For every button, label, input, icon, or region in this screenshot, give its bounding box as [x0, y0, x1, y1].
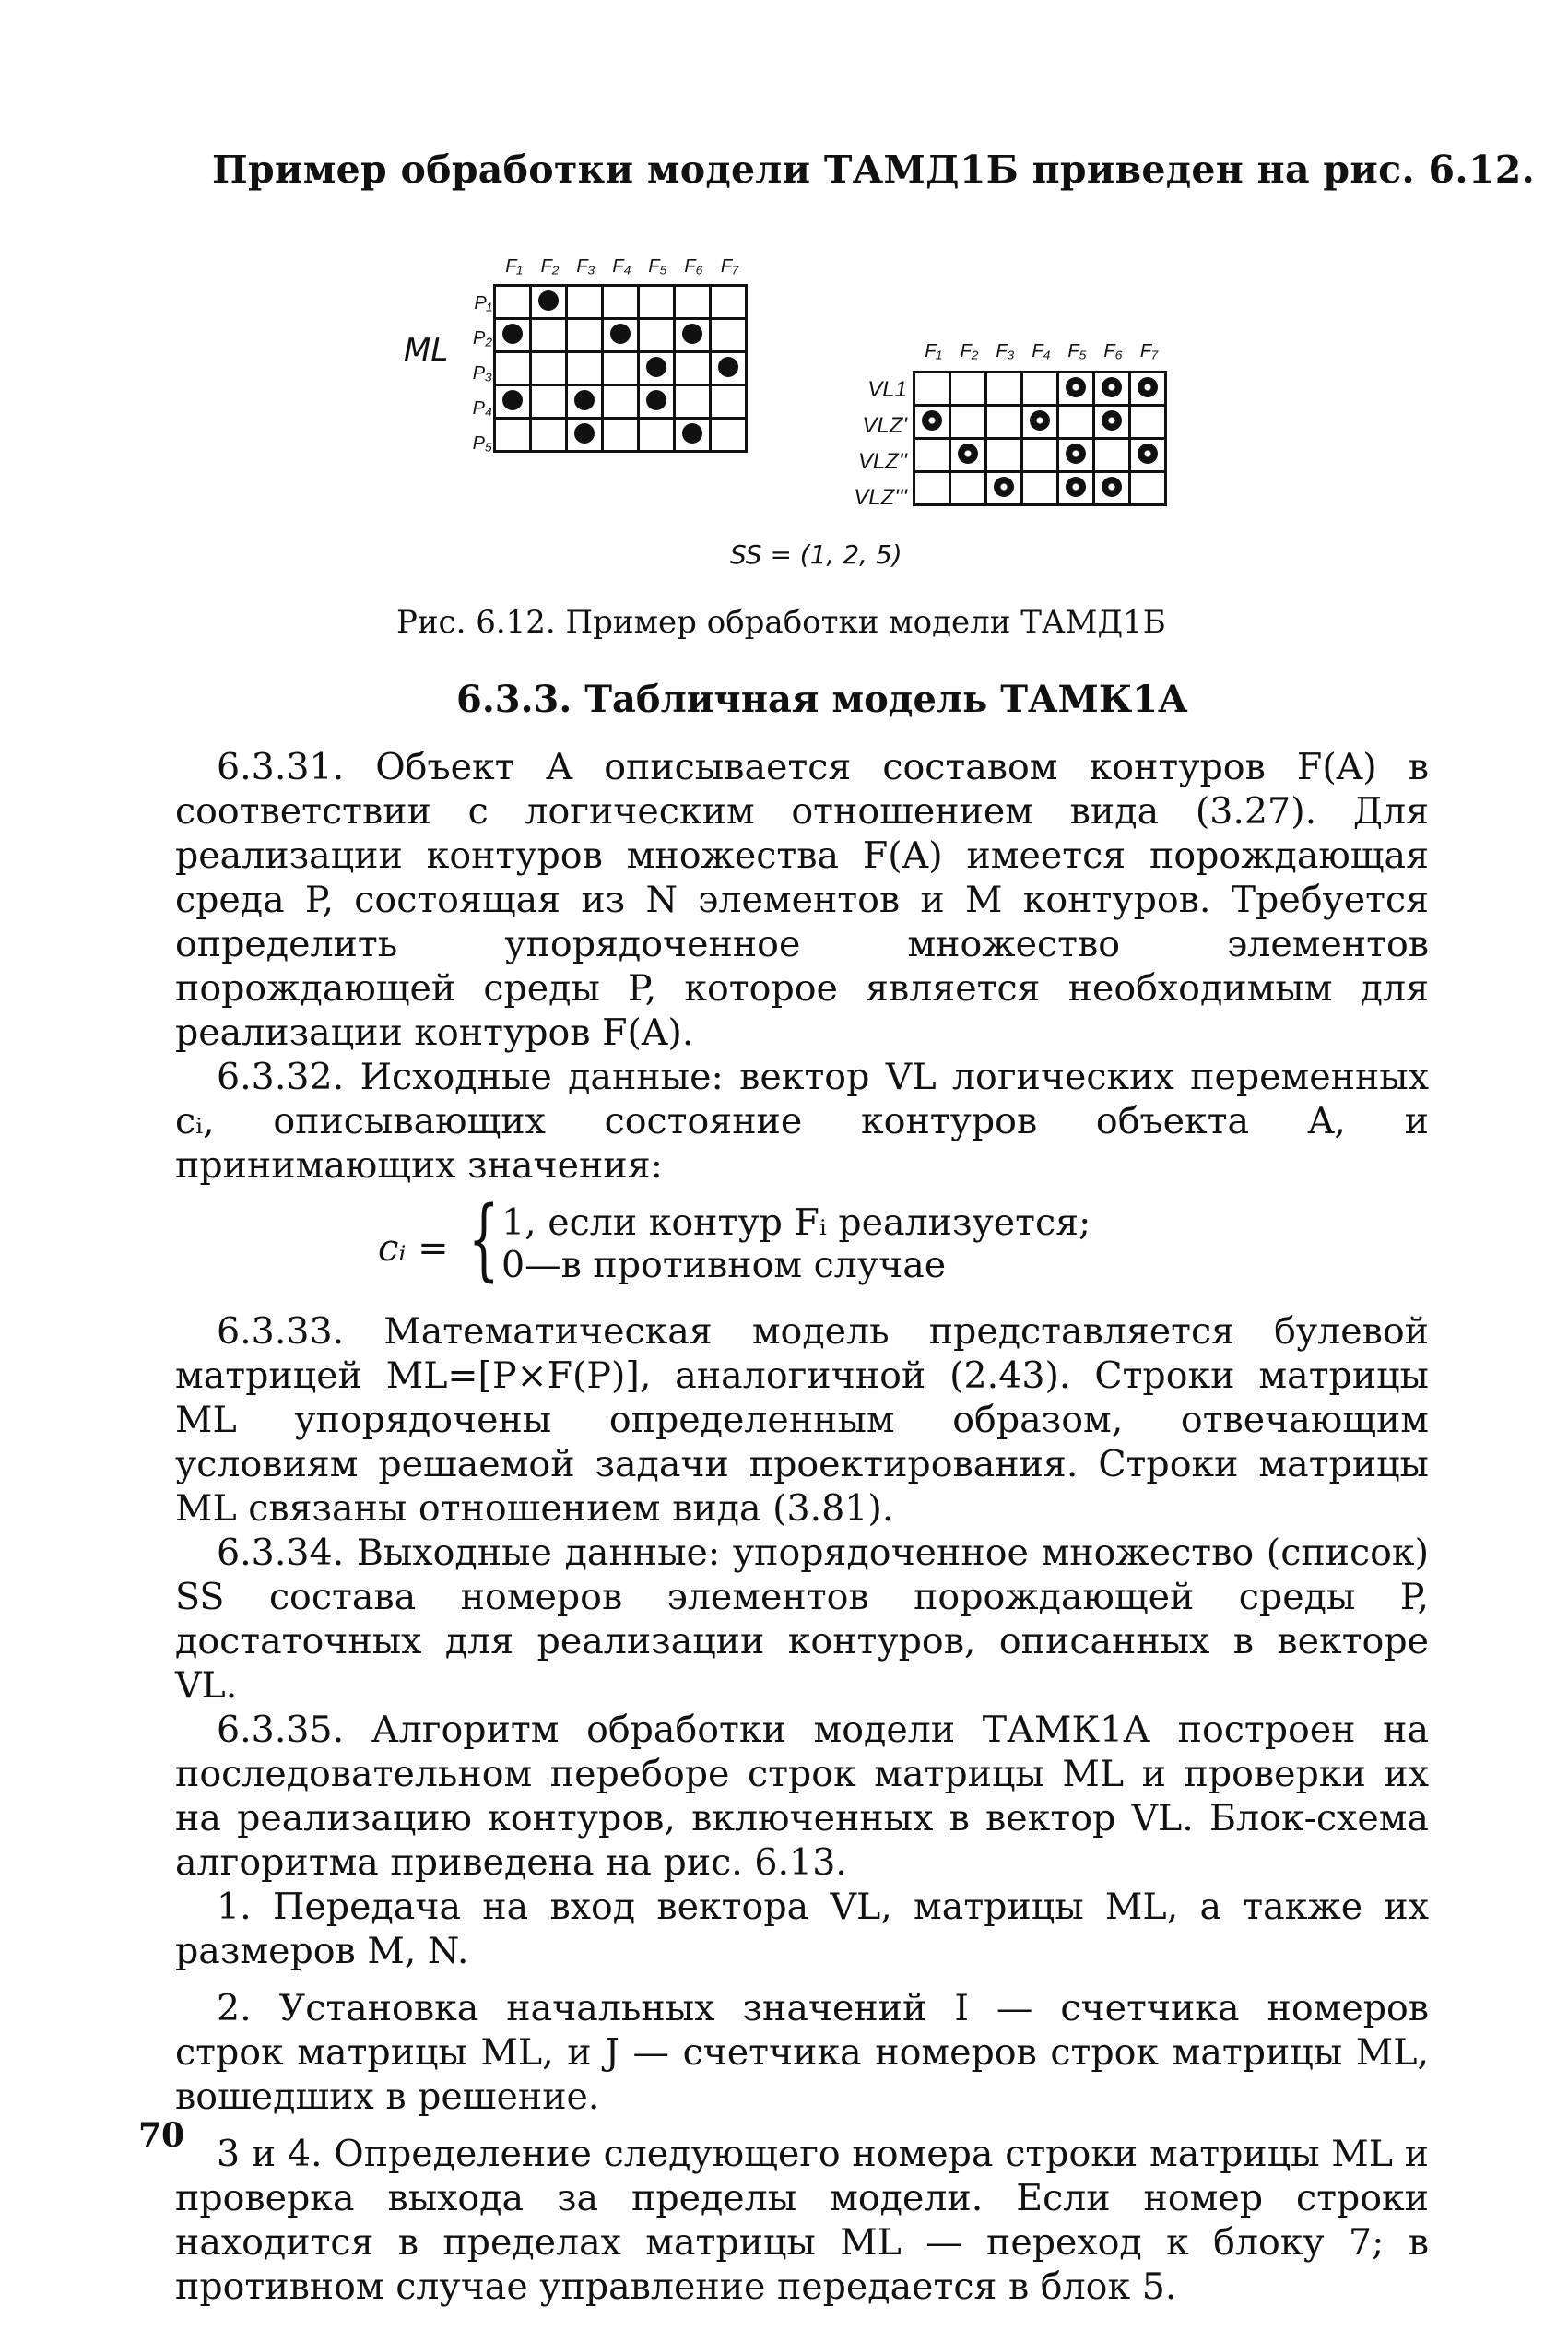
ss-result-label: SS = (1, 2, 5)	[730, 539, 902, 570]
vl-matrix-cell	[1022, 406, 1058, 439]
step-3-4: 3 и 4. Определение следующего номера строки матрицы ML и проверка выхода за пределы модели. Если номер строки находится в пределах матрицы ML — переход к блоку 7; в противном случае управление передается в блок 5.	[175, 2133, 1429, 2308]
ml-matrix-cell	[675, 319, 711, 352]
ml-matrix-cell	[675, 352, 711, 385]
vl-filled-dot	[994, 477, 1014, 497]
ml-filled-dot	[646, 390, 666, 410]
vl-matrix-cell	[914, 406, 950, 439]
ml-matrix-cell	[567, 419, 603, 452]
vl-matrix-cell	[1130, 373, 1166, 406]
ml-matrix-row	[495, 286, 747, 319]
vl-filled-dot	[1102, 477, 1122, 497]
ml-matrix-cell	[711, 286, 747, 319]
vl-matrix-cell	[1130, 439, 1166, 472]
formula-brace: {	[468, 1188, 500, 1291]
paragraph-6-3-35: 6.3.35. Алгоритм обработки модели ТАМК1А построен на последовательном переборе строк матрицы ML и проверки их на реализацию контуров, включенных в вектор VL. Блок-схема алгоритма приведена на рис. 6.13.	[175, 1709, 1429, 1884]
ml-row-label: P₅	[472, 433, 492, 454]
vl-matrix-row	[914, 373, 1166, 406]
vl-matrix-grid	[913, 371, 1167, 506]
vl-col-head: F₂	[960, 341, 979, 361]
ml-col-head: F₃	[576, 256, 595, 277]
ml-matrix-cell	[567, 319, 603, 352]
ml-matrix-cell	[495, 419, 531, 452]
vl-matrix-cell	[914, 472, 950, 505]
vl-col-head: F₄	[1032, 341, 1051, 361]
page-number: 70	[138, 2116, 185, 2155]
ml-matrix-label: ML	[404, 332, 449, 369]
ml-matrix-cell	[531, 352, 567, 385]
ml-matrix-cell	[711, 319, 747, 352]
vl-matrix-row	[914, 439, 1166, 472]
ml-filled-dot	[718, 357, 738, 377]
ml-row-label: P₁	[474, 293, 492, 313]
ml-matrix-cell	[567, 385, 603, 419]
ml-matrix-cell	[567, 286, 603, 319]
ml-matrix-row	[495, 385, 747, 419]
vl-filled-dot	[1138, 444, 1158, 464]
ml-matrix-cell	[675, 286, 711, 319]
ml-matrix-cell	[639, 419, 675, 452]
ml-filled-dot	[646, 357, 666, 377]
ml-filled-dot	[574, 423, 595, 444]
vl-matrix-cell	[1130, 406, 1166, 439]
vl-matrix-cell	[986, 472, 1022, 505]
vl-matrix-cell	[914, 373, 950, 406]
vl-filled-dot	[958, 444, 978, 464]
ml-matrix-cell	[639, 319, 675, 352]
vl-matrix-cell	[1058, 439, 1094, 472]
ml-matrix-cell	[603, 286, 639, 319]
vl-filled-dot	[1138, 377, 1158, 397]
ml-col-head: F₁	[505, 256, 523, 277]
ml-matrix-cell	[495, 286, 531, 319]
figure-caption: Рис. 6.12. Пример обработки модели ТАМД1Б	[396, 604, 1166, 641]
ml-matrix-grid	[493, 284, 748, 453]
ml-row-label: P₂	[473, 328, 492, 349]
ml-matrix-cell	[603, 385, 639, 419]
vl-filled-dot	[1102, 377, 1122, 397]
vl-row-label: VLZ'''	[854, 485, 907, 510]
ml-col-head: F₇	[720, 256, 739, 277]
vl-matrix-cell	[1022, 439, 1058, 472]
vl-matrix-cell	[1022, 373, 1058, 406]
ml-matrix-cell	[603, 319, 639, 352]
vl-filled-dot	[1066, 477, 1086, 497]
intro-line: Пример обработки модели ТАМД1Б приведен на рис. 6.12.	[212, 148, 1536, 192]
ml-matrix-cell	[603, 352, 639, 385]
ml-matrix-cell	[495, 352, 531, 385]
vl-matrix-cell	[1130, 472, 1166, 505]
vl-filled-dot	[1102, 410, 1122, 431]
ml-matrix-cell	[531, 319, 567, 352]
vl-matrix-cell	[950, 472, 986, 505]
vl-matrix-cell	[986, 439, 1022, 472]
ml-matrix-cell	[711, 419, 747, 452]
vl-matrix-cell	[1094, 439, 1130, 472]
paragraph-6-3-31: 6.3.31. Объект A описывается составом контуров F(A) в соответствии с логическим отношением вида (3.27). Для реализации контуров множества F(A) имеется порождающая среда P, состоящая из N элементов и M контуров. Требуется определить упорядоченное множество элементов порождающей среды P, которое является необходимым для реализации контуров F(A).	[175, 746, 1429, 1054]
ml-column-headers	[496, 256, 748, 278]
vl-matrix-cell	[950, 439, 986, 472]
vl-col-head: F₁	[925, 341, 942, 361]
ci-formula	[175, 1188, 1429, 1293]
ml-matrix-cell	[495, 385, 531, 419]
ml-matrix-row	[495, 419, 747, 452]
ml-row-label: P₄	[472, 398, 492, 419]
section-title: 6.3.3. Табличная модель ТАМК1А	[456, 678, 1188, 721]
vl-col-head: F₃	[996, 341, 1015, 361]
vl-matrix-cell	[986, 406, 1022, 439]
ml-filled-dot	[610, 324, 631, 344]
ml-matrix-cell	[711, 352, 747, 385]
vl-matrix-row	[914, 472, 1166, 505]
ml-matrix-cell	[639, 352, 675, 385]
ml-matrix-cell	[567, 352, 603, 385]
vl-filled-dot	[1030, 410, 1050, 431]
vl-filled-dot	[922, 410, 942, 431]
ml-matrix-cell	[531, 419, 567, 452]
ml-row-label: P₃	[472, 363, 492, 384]
ml-matrix-cell	[639, 385, 675, 419]
ml-matrix-cell	[495, 319, 531, 352]
ml-matrix-cell	[531, 385, 567, 419]
vl-row-label: VLZ''	[857, 449, 907, 474]
formula-case-2: 0—в противном случае	[501, 1244, 947, 1286]
ml-col-head: F₄	[612, 256, 631, 277]
vl-row-labels	[830, 372, 907, 515]
ml-matrix-cell	[531, 286, 567, 319]
ml-filled-dot	[538, 290, 559, 311]
vl-matrix-cell	[986, 373, 1022, 406]
vl-matrix-cell	[1058, 406, 1094, 439]
ml-matrix-cell	[711, 385, 747, 419]
ml-matrix-cell	[639, 286, 675, 319]
step-1: 1. Передача на вход вектора VL, матрицы ML, а также их размеров M, N.	[175, 1886, 1429, 1972]
ml-row-labels	[461, 286, 492, 461]
vl-matrix-cell	[1094, 472, 1130, 505]
vl-filled-dot	[1066, 444, 1086, 464]
ml-matrix-row	[495, 319, 747, 352]
vl-matrix-cell	[950, 373, 986, 406]
vl-matrix-cell	[1058, 373, 1094, 406]
vl-matrix-cell	[1094, 406, 1130, 439]
vl-column-headers	[915, 341, 1167, 362]
vl-matrix-cell	[1094, 373, 1130, 406]
ml-filled-dot	[682, 324, 702, 344]
vl-matrix-cell	[950, 406, 986, 439]
ml-matrix-cell	[603, 419, 639, 452]
vl-row-label: VLZ'	[862, 413, 907, 438]
formula-lhs: cᵢ =	[378, 1227, 449, 1270]
ml-filled-dot	[502, 324, 523, 344]
ml-matrix-cell	[675, 385, 711, 419]
ml-col-head: F₂	[540, 256, 560, 277]
vl-matrix-cell	[914, 439, 950, 472]
vl-col-head: F₆	[1103, 341, 1123, 361]
ml-filled-dot	[574, 390, 595, 410]
paragraph-6-3-33: 6.3.33. Математическая модель представляется булевой матрицей ML=[P×F(P)], аналогичной (2.43). Строки матрицы ML упорядочены определенным образом, отвечающим условиям решаемой задачи проектирования. Строки матрицы ML связаны отношением вида (3.81).	[175, 1310, 1429, 1530]
ml-matrix-cell	[675, 419, 711, 452]
ml-filled-dot	[682, 423, 702, 444]
formula-case-1: 1, если контур Fᵢ реализуется;	[501, 1201, 1091, 1244]
vl-row-label: VL1	[867, 377, 907, 402]
vl-col-head: F₇	[1139, 341, 1159, 361]
ml-col-head: F₆	[684, 256, 703, 277]
figure-6-12	[396, 240, 1208, 581]
ml-matrix-row	[495, 352, 747, 385]
vl-filled-dot	[1066, 377, 1086, 397]
step-2: 2. Установка начальных значений I — счетчика номеров строк матрицы ML, и J — счетчика номеров строк матрицы ML, вошедших в решение.	[175, 1987, 1429, 2118]
vl-matrix-cell	[1058, 472, 1094, 505]
ml-filled-dot	[502, 390, 523, 410]
body-text	[175, 745, 1429, 2309]
ml-col-head: F₅	[648, 256, 667, 277]
paragraph-6-3-32: 6.3.32. Исходные данные: вектор VL логических переменных cᵢ, описывающих состояние контуров объекта A, и принимающих значения:	[175, 1056, 1429, 1187]
vl-matrix-row	[914, 406, 1166, 439]
vl-col-head: F₅	[1067, 341, 1087, 361]
vl-matrix-cell	[1022, 472, 1058, 505]
paragraph-6-3-34: 6.3.34. Выходные данные: упорядоченное множество (список) SS состава номеров элементов порождающей среды P, достаточных для реализации контуров, описанных в векторе VL.	[175, 1532, 1429, 1707]
